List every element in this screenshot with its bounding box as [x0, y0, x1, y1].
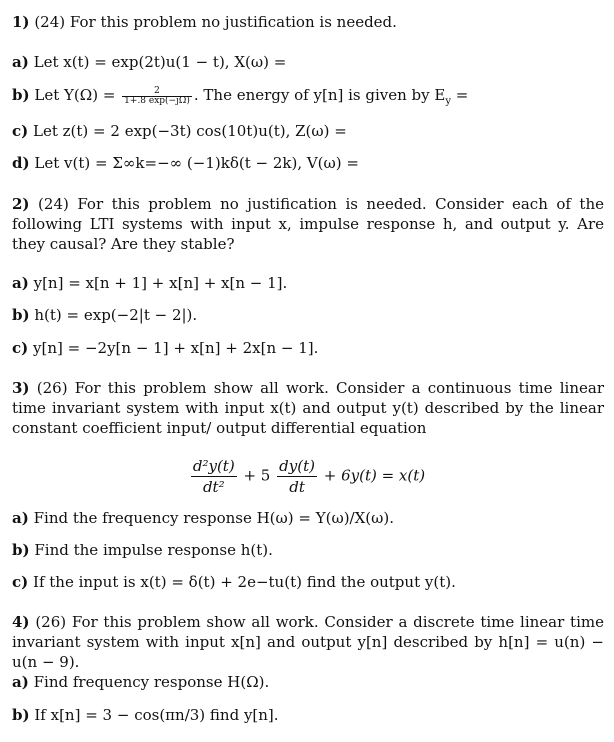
problem-2c: [12, 338, 604, 358]
fraction-numerator: 2: [122, 87, 192, 97]
problem-4-header: [12, 612, 604, 672]
fraction: [122, 87, 192, 106]
problem-4a: [12, 672, 604, 692]
part-text: If the input is x(t) = δ(t) + 2e−tu(t) find the output y(t).: [33, 573, 456, 591]
problem-2-header: [12, 194, 604, 254]
problem-3b: [12, 540, 604, 560]
fraction-denominator: dt: [289, 478, 305, 496]
part-label: a): [12, 274, 29, 292]
part-label: a): [12, 509, 29, 527]
problem-number: 2): [12, 195, 30, 213]
problem-number: 4): [12, 613, 30, 631]
problem-intro: (24) For this problem no justification is needed.: [34, 13, 397, 31]
part-text: . The energy of y[n] is given by E: [193, 86, 446, 104]
problem-intro: (24) For this problem no justification is needed. Consider each of the following LTI systems with input x, impulse response h, and output y. Are they causal? Are they stable?: [12, 195, 604, 253]
part-text: Find the frequency response H(ω) = Y(ω)/X(ω).: [33, 509, 394, 527]
part-text: Let z(t) = 2 exp(−3t) cos(10t)u(t), Z(ω) =: [33, 122, 347, 140]
fraction-numerator: d²y(t): [192, 457, 235, 475]
problem-4b: [12, 705, 604, 725]
part-label: b): [12, 306, 30, 324]
problem-3a: [12, 508, 604, 528]
part-text: y[n] = x[n + 1] + x[n] + x[n − 1].: [33, 274, 288, 292]
equation-coefficient: + 5: [243, 466, 271, 485]
part-text: Find the impulse response h(t).: [34, 541, 273, 559]
fraction: [191, 456, 237, 497]
part-label: b): [12, 706, 30, 724]
part-text: y[n] = −2y[n − 1] + x[n] + 2x[n − 1].: [33, 339, 319, 357]
problem-number: 3): [12, 379, 30, 397]
part-label: a): [12, 673, 29, 691]
part-text: =: [451, 86, 469, 104]
problem-intro: (26) For this problem show all work. Consider a discrete time linear time invariant system with input x[n] and output y[n] described by h[n] = u(n) − u(n − 9).: [12, 613, 604, 671]
problem-1b: [12, 85, 604, 112]
subscript: y: [445, 96, 452, 107]
part-label: a): [12, 53, 29, 71]
problem-1d: [12, 153, 604, 173]
equation-rest: + 6y(t) = x(t): [323, 466, 426, 485]
problem-1c: [12, 121, 604, 141]
part-label: c): [12, 573, 29, 591]
problem-1a: [12, 52, 604, 72]
part-text: h(t) = exp(−2|t − 2|).: [34, 306, 198, 324]
part-text: If x[n] = 3 − cos(πn/3) find y[n].: [34, 706, 279, 724]
part-label: d): [12, 154, 30, 172]
part-text: Let Y(Ω) =: [34, 86, 116, 104]
part-text: Find frequency response H(Ω).: [33, 673, 270, 691]
fraction-denominator: 1+.8 exp(−jΩ): [124, 95, 190, 106]
problem-intro: (26) For this problem show all work. Consider a continuous time linear time invariant system with input x(t) and output y(t) described by the linear constant coefficient input/ output differential equation: [12, 379, 604, 437]
part-text: Let x(t) = exp(2t)u(1 − t), X(ω) =: [33, 53, 287, 71]
problem-3-header: [12, 378, 604, 438]
fraction-denominator: dt²: [202, 478, 225, 496]
part-label: b): [12, 86, 30, 104]
part-label: b): [12, 541, 30, 559]
fraction: [277, 456, 317, 497]
part-text: Let v(t) = Σ∞k=−∞ (−1)kδ(t − 2k), V(ω) =: [34, 154, 359, 172]
problem-3c: [12, 572, 604, 592]
fraction-numerator: dy(t): [279, 457, 315, 475]
part-label: c): [12, 339, 29, 357]
problem-2a: [12, 273, 604, 293]
problem-1-header: [12, 12, 604, 32]
part-label: c): [12, 122, 29, 140]
differential-equation: [0, 456, 614, 497]
problem-number: 1): [12, 13, 30, 31]
problem-2b: [12, 305, 604, 325]
